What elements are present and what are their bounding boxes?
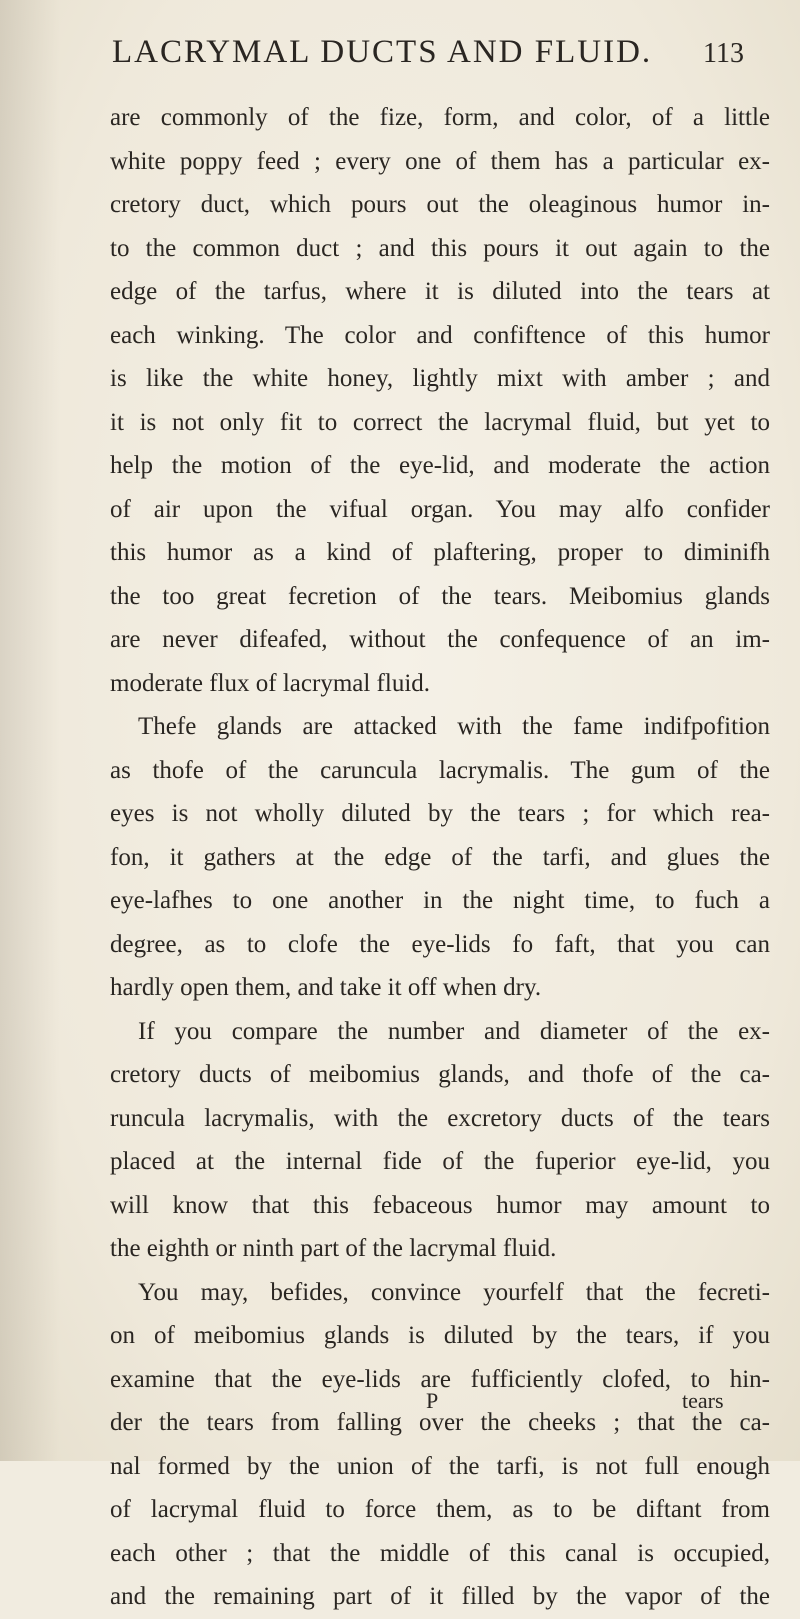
paragraph-start-line: You may, befides, convince yourfelf that the fecreti- [138,1278,770,1306]
text-line: are never difeafed, without the confequence of an im- [110,626,770,653]
gutter-shadow [0,0,60,1461]
text-line: runcula lacrymalis, with the excretory ducts of the tears [110,1104,770,1132]
text-line: degree, as to clofe the eye-lids fo faft, that you can [110,930,770,958]
running-title: LACRYMAL DUCTS AND FLUID. [112,34,653,70]
text-line: on of meibomius glands is diluted by the tears, if you [110,1322,770,1349]
text-line: are commonly of the fize, form, and color, of a little [110,104,770,131]
text-line: moderate flux of lacrymal fluid. [110,669,431,697]
running-head [0,34,800,74]
text-line: as thofe of the caruncula lacrymalis. The gum of the [110,756,770,784]
paragraph-start-line: If you compare the number and diameter of the ex- [138,1017,770,1045]
text-line: white poppy feed ; every one of them has a particular ex- [110,147,770,175]
catchword: tears [682,1388,724,1413]
signature-mark: P [426,1388,439,1413]
text-line: fon, it gathers at the edge of the tarfi, and glues the [110,843,770,871]
text-line: der the tears from falling over the cheeks ; that the ca- [110,1409,770,1436]
text-line: of lacrymal fluid to force them, as to be diftant from [110,1496,770,1523]
text-line: of air upon the vifual organ. You may alfo confider [110,495,770,523]
text-line: nal formed by the union of the tarfi, is not full enough [110,1452,770,1480]
text-line: and the remaining part of it filled by the vapor of the [110,1583,770,1610]
text-line: each winking. The color and confiftence of this humor [110,321,770,349]
text-line: it is not only fit to correct the lacrymal fluid, but yet to [110,408,770,436]
text-line: each other ; that the middle of this canal is occupied, [110,1539,770,1567]
paragraph-start-line: Thefe glands are attacked with the fame indifpofition [138,713,770,740]
text-line: hardly open them, and take it off when dry. [110,974,542,1001]
text-line: examine that the eye-lids are fufficiently clofed, to hin- [110,1365,770,1393]
text-line: will know that this febaceous humor may amount to [110,1191,770,1219]
text-line: cretory duct, which pours out the oleaginous humor in- [110,191,770,218]
text-line: eye-lafhes to one another in the night time, to fuch a [110,887,770,914]
text-line: the too great fecretion of the tears. Meibomius glands [110,582,770,610]
text-line: eyes is not wholly diluted by the tears ; for which rea- [110,800,770,827]
text-line: is like the white honey, lightly mixt with amber ; and [110,365,770,392]
text-line: cretory ducts of meibomius glands, and thofe of the ca- [110,1061,770,1088]
text-line: the eighth or ninth part of the lacrymal fluid. [110,1235,557,1262]
text-line: to the common duct ; and this pours it out again to the [110,234,770,262]
text-line: help the motion of the eye-lid, and moderate the action [110,452,770,479]
text-line: placed at the internal fide of the fuperior eye-lid, you [110,1148,770,1175]
page-footer [0,1388,800,1424]
text-line: edge of the tarfus, where it is diluted into the tears at [110,278,770,305]
page-number: 113 [703,38,744,69]
text-line: this humor as a kind of plaftering, proper to diminifh [110,539,770,566]
